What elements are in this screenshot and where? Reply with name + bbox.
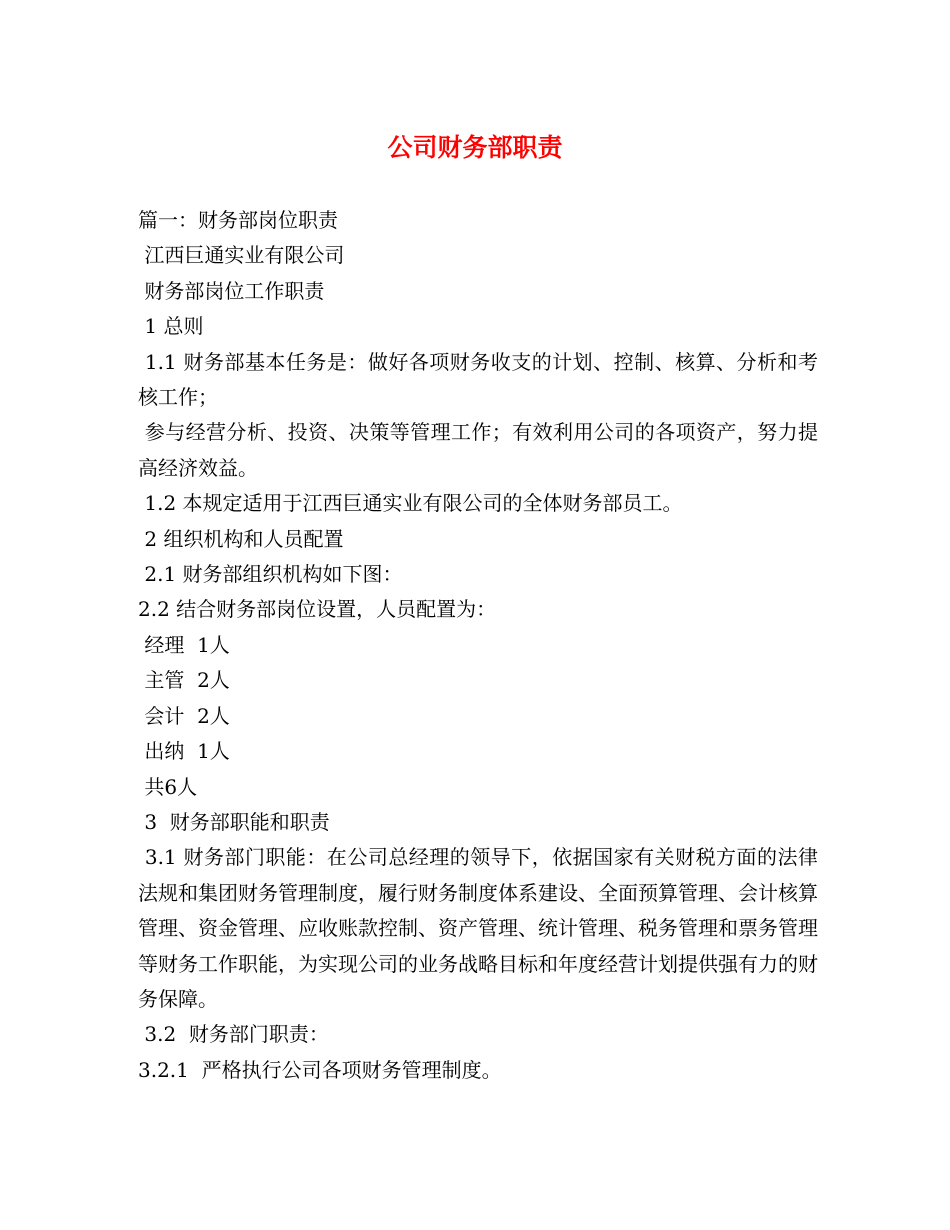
paragraph-2-org: 2 组织机构和人员配置: [138, 526, 344, 551]
paragraph-1-2: 1.2 本规定适用于江西巨通实业有限公司的全体财务部员工。: [138, 491, 683, 516]
paragraph-3-1: 3.1 财务部门职能：在公司总经理的领导下，依据国家有关财税方面的法律法规和集团财务管理制度，履行财务制度体系建设、全面预算管理、会计核算管理、资金管理、应收账款控制、资产管理、统计管理、税务管理和票务管理等财务工作职能，为实现公司的业务战略目标和年度经营计划提供强有力的财务保障。: [138, 845, 818, 1011]
paragraph-section-heading: 篇一：财务部岗位职责: [138, 208, 338, 232]
staff-line-manager: 经理 1人: [138, 632, 230, 657]
staff-line-total: 共6人: [138, 774, 198, 799]
staff-line-cashier: 出纳 1人: [138, 739, 230, 764]
paragraph-1-1-cont: 参与经营分析、投资、决策等管理工作；有效利用公司的各项资产，努力提高经济效益。: [138, 420, 819, 480]
paragraph-doc-subtitle: 财务部岗位工作职责: [138, 278, 325, 303]
paragraph-2-1: 2.1 财务部组织机构如下图：: [138, 562, 403, 587]
paragraph-3-2-1: 3.2.1 严格执行公司各项财务管理制度。: [138, 1057, 502, 1082]
document-title: 公司财务部职责: [387, 133, 563, 162]
document-body: [138, 203, 818, 1088]
paragraph-1-1: 1.1 财务部基本任务是：做好各项财务收支的计划、控制、核算、分析和考核工作；: [138, 349, 818, 410]
paragraph-2-2: 2.2 结合财务部岗位设置，人员配置为：: [138, 597, 497, 622]
paragraph-company-name: 江西巨通实业有限公司: [138, 243, 345, 268]
paragraph-3-functions: 3 财务部职能和职责: [138, 809, 330, 834]
paragraph-1-general: 1 总则: [138, 314, 204, 339]
staff-line-supervisor: 主管 2人: [138, 668, 230, 693]
staff-line-accountant: 会计 2人: [138, 703, 230, 728]
paragraph-3-2: 3.2 财务部门职责：: [138, 1022, 329, 1047]
